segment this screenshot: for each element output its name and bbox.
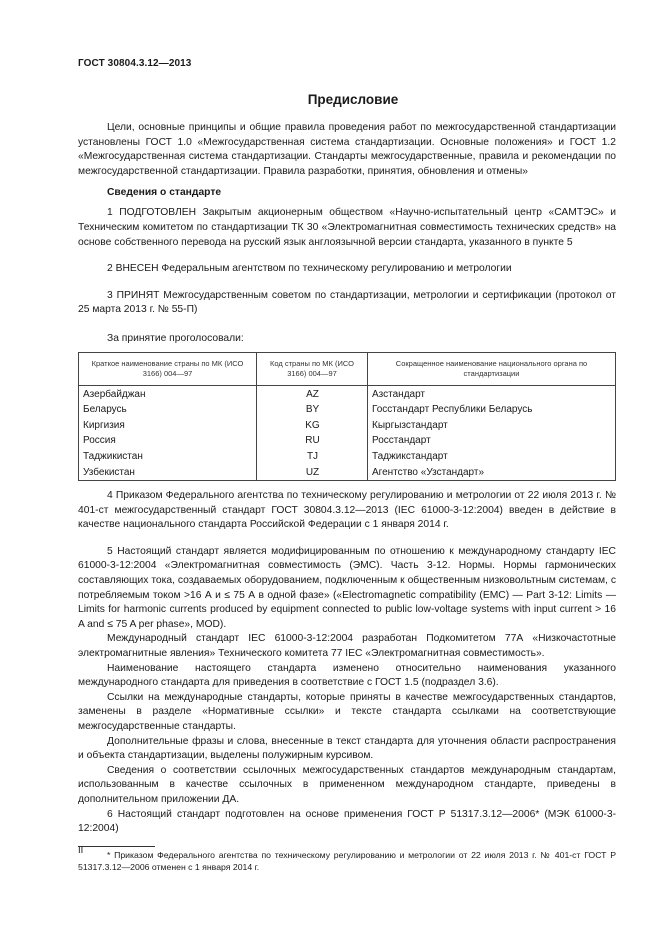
cell-code: RU [257,433,368,449]
item-1: 1 ПОДГОТОВЛЕН Закрытым акционерным обществом «Научно-испытательный центр «САМТЭС» и Техническим комитетом по стандартизации ТК 30 «Электромагнитная совместимость технических средств» на основе собственного перевода на русский язык англоязычной версии стандарта, указанного в пункте 5 [78,207,616,248]
table-header-country: Краткое наименование страны по МК (ИСО 3166) 004—97 [79,352,257,385]
item-2: 2 ВНЕСЕН Федеральным агентством по техническому регулированию и метрологии [107,263,512,275]
cell-body: Азстандарт [372,388,426,400]
cell-country: Россия [83,435,116,447]
table-header-code: Код страны по МК (ИСО 3166) 004—97 [257,352,368,385]
footnote: * Приказом Федерального агентства по техническому регулированию и метрологии от 22 июля 2013 г. № 401-ст ГОСТ Р 51317.3.12—2006 отменен с 1 января 2014 г. [78,849,616,873]
table-header-body: Сокращенное наименование национального органа по стандартизации [368,352,616,385]
cell-country: Таджикистан [83,450,143,462]
item-5: 5 Настоящий стандарт является модифицированным по отношению к международному стандарту IEC 61000-3-12:2004 «Электромагнитная совместимость (ЭМС). Часть 3-12. Нормы. Нормы гармонических составляющих тока, создаваемых оборудованием, подключенным к общественным низковольтным системам, с потребляемым током >16 А и ≤ 75 А в одной фазе» («Electromagnetic compatibility (EMC) — Part 3-12: Limits — Limits for harmonic currents produced by equipment connected to public low-voltage systems with input current > 16 A and ≤ 75 A per phase», MOD). [78,545,616,630]
cell-code: UZ [257,465,368,481]
section-heading: Сведения о стандарте [107,187,222,199]
item-5-references: Ссылки на международные стандарты, которые приняты в качестве межгосударственных стандартов, заменены в разделе «Нормативные ссылки» и тексте стандарта ссылками на соответствующие межгосударственные стандарты. [78,691,616,732]
cell-body: Таджикстандарт [372,450,448,462]
item-4: 4 Приказом Федерального агентства по техническому регулированию и метрологии от 22 июля 2013 г. № 401-ст межгосударственный стандарт ГОСТ 30804.3.12—2013 (IEC 61000-3-12:2004) введен в действие в качестве национального стандарта Российской Федерации с 1 января 2014 г. [78,490,616,531]
table-caption: За принятие проголосовали: [107,332,244,344]
cell-body: Росстандарт [372,435,431,447]
table-row [79,449,616,465]
intro-paragraph: Цели, основные принципы и общие правила проведения работ по межгосударственной стандартизации установлены ГОСТ 1.0 «Межгосударственная система стандартизации. Основные положения» и ГОСТ 1.2 «Межгосударственная система стандартизации. Стандарты межгосударственные, правила и рекомендации по межгосударственной стандартизации. Правила разработки, принятия, обновления и отмены» [78,122,616,177]
footnote-divider [78,846,155,847]
cell-code: KG [257,418,368,434]
cell-country: Узбекистан [83,466,135,478]
cell-body: Госстандарт Республики Беларусь [372,404,533,416]
item-3: 3 ПРИНЯТ Межгосударственным советом по стандартизации, метрологии и сертификации (протокол от 25 марта 2013 г. № 55-П) [78,289,616,316]
cell-code: AZ [257,385,368,402]
cell-country: Беларусь [83,404,127,416]
cell-code: TJ [257,449,368,465]
cell-body: Агентство «Узстандарт» [372,466,485,478]
item-5-title-change: Наименование настоящего стандарта изменено относительно наименования указанного международного стандарта для приведения в соответствие с ГОСТ 1.5 (подраздел 3.6). [78,662,616,689]
page-number: II [78,845,84,856]
table-row [79,465,616,481]
item-5-international: Международный стандарт IEC 61000-3-12:2004 разработан Подкомитетом 77А «Низкочастотные электромагнитные явления» Технического комитета 77 IEC «Электромагнитная совместимость». [78,633,616,660]
document-page [78,58,616,874]
table-row [79,418,616,434]
table-row [79,402,616,418]
item-5-annex: Сведения о соответствии ссылочных межгосударственных стандартов международным стандартам, использованным в качестве ссылочных в примененном международном стандарте, приведены в дополнительном приложении ДА. [78,764,616,805]
voting-table [78,352,616,482]
item-5-additions: Дополнительные фразы и слова, внесенные в текст стандарта для уточнения области распространения и объекта стандартизации, выделены полужирным курсивом. [78,735,616,762]
cell-body: Кыргызстандарт [372,419,448,431]
item-6: 6 Настоящий стандарт подготовлен на основе применения ГОСТ Р 51317.3.12—2006* (МЭК 61000-3-12:2004) [78,808,616,835]
table-body [79,385,616,481]
document-id: ГОСТ 30804.3.12—2013 [78,58,192,69]
page-title: Предисловие [307,92,399,107]
cell-code: BY [257,402,368,418]
table-row [79,433,616,449]
cell-country: Киргизия [83,419,125,431]
cell-country: Азербайджан [83,388,146,400]
table-row [79,385,616,402]
